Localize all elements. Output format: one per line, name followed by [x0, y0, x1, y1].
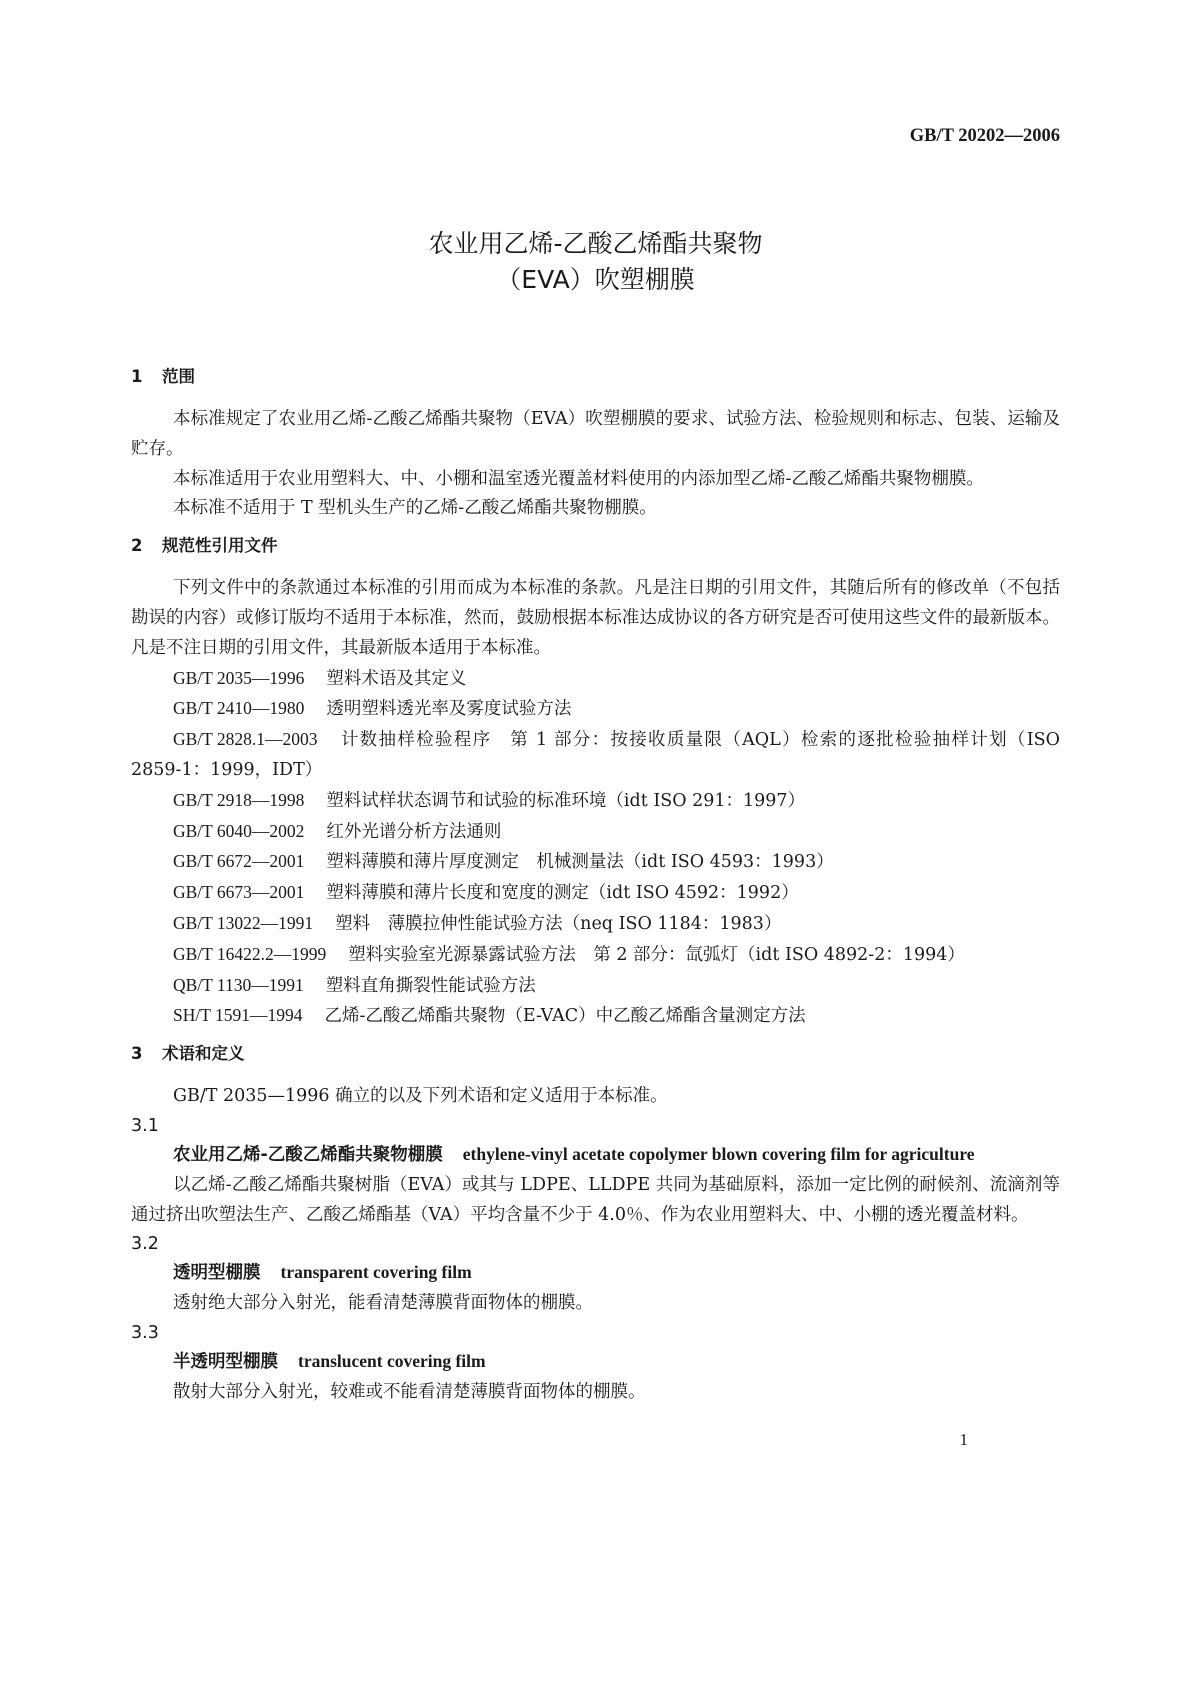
- term-definition: 散射大部分入射光，较难或不能看清楚薄膜背面物体的棚膜。: [173, 1381, 646, 1402]
- document-body: [131, 363, 1060, 1408]
- section-number: 3: [131, 1044, 143, 1064]
- reference-code: GB/T 6672—2001: [173, 851, 305, 872]
- reference-item: [131, 817, 1060, 848]
- reference-title: 塑料试样状态调节和试验的标准环境（idt ISO 291：1997）: [326, 790, 806, 811]
- reference-code: GB/T 6673—2001: [173, 882, 305, 903]
- section-number: 2: [131, 536, 143, 556]
- section-number: 1: [131, 367, 143, 386]
- clause-number: 3.2: [131, 1234, 159, 1255]
- reference-title: 红外光谱分析方法通则: [326, 821, 502, 842]
- section-heading-scope: [131, 363, 1060, 391]
- reference-item: [131, 1001, 1060, 1032]
- term-definition: 透射绝大部分入射光，能看清楚薄膜背面物体的棚膜。: [173, 1293, 593, 1314]
- reference-item: [131, 847, 1060, 878]
- section-heading-normative-references: [131, 532, 1060, 560]
- paragraph: 下列文件中的条款通过本标准的引用而成为本标准的条款。凡是注日期的引用文件，其随后所有的修改单（不包括勘误的内容）或修订版均不适用于本标准，然而，鼓励根据本标准达成协议的各方研究是否可使用这些文件的最新版本。凡是不注日期的引用文件，其最新版本适用于本标准。: [131, 578, 1060, 658]
- reference-code: GB/T 2035—1996: [173, 667, 305, 688]
- reference-title: 塑料直角撕裂性能试验方法: [325, 975, 536, 996]
- reference-code: GB/T 16422.2—1999: [173, 943, 327, 964]
- term-en: ethylene-vinyl acetate copolymer blown covering film for agriculture: [462, 1143, 975, 1164]
- paragraph: 本标准不适用于 T 型机头生产的乙烯-乙酸乙烯酯共聚物棚膜。: [173, 498, 657, 519]
- term-heading: [131, 1347, 1060, 1378]
- reference-title: 塑料薄膜和薄片厚度测定 机械测量法（idt ISO 4593：1993）: [326, 852, 834, 873]
- section-title: 规范性引用文件: [162, 536, 278, 556]
- reference-item: [131, 786, 1060, 817]
- reference-item: [131, 971, 1060, 1002]
- reference-title: 计数抽样检验程序 第 1 部分：按接收质量限（AQL）检索的逐批检验抽样计划（ISO 2859-1：1999，IDT）: [131, 730, 1060, 780]
- paragraph: 本标准适用于农业用塑料大、中、小棚和温室透光覆盖材料使用的内添加型乙烯-乙酸乙烯酯共聚物棚膜。: [173, 468, 984, 489]
- clause-number: 3.3: [131, 1322, 159, 1343]
- reference-code: GB/T 6040—2002: [173, 820, 305, 841]
- term-zh: 农业用乙烯-乙酸乙烯酯共聚物棚膜: [173, 1144, 443, 1165]
- reference-item: [131, 694, 1060, 725]
- term-zh: 半透明型棚膜: [173, 1351, 278, 1372]
- section-title: 术语和定义: [162, 1044, 245, 1064]
- reference-item: [131, 725, 1060, 786]
- title-line-2: （EVA）吹塑棚膜: [496, 265, 695, 294]
- reference-title: 塑料薄膜和薄片长度和宽度的测定（idt ISO 4592：1992）: [326, 883, 799, 904]
- page-number: 1: [959, 1430, 968, 1449]
- reference-title: 塑料实验室光源暴露试验方法 第 2 部分：氙弧灯（idt ISO 4892-2：1994）: [348, 944, 965, 965]
- reference-title: 塑料 薄膜拉伸性能试验方法（neq ISO 1184：1983）: [335, 913, 782, 934]
- clause-number: 3.1: [131, 1115, 159, 1136]
- reference-item: [131, 909, 1060, 940]
- section-title: 范围: [162, 367, 195, 386]
- title-line-1: 农业用乙烯-乙酸乙烯酯共聚物: [428, 229, 763, 258]
- reference-code: GB/T 2918—1998: [173, 789, 305, 810]
- reference-code: GB/T 13022—1991: [173, 912, 314, 933]
- document-title: [0, 226, 1191, 298]
- term-zh: 透明型棚膜: [173, 1263, 261, 1284]
- reference-code: GB/T 2410—1980: [173, 698, 305, 719]
- reference-code: GB/T 2828.1—2003: [173, 729, 318, 750]
- standard-code: GB/T 20202—2006: [909, 126, 1060, 146]
- term-heading: [131, 1140, 1060, 1171]
- paragraph: 本标准规定了农业用乙烯-乙酸乙烯酯共聚物（EVA）吹塑棚膜的要求、试验方法、检验规则和标志、包装、运输及贮存。: [131, 409, 1060, 459]
- reference-code: QB/T 1130—1991: [173, 974, 304, 995]
- reference-code: SH/T 1591—1994: [173, 1005, 303, 1026]
- reference-item: [131, 940, 1060, 971]
- reference-item: [131, 664, 1060, 695]
- term-definition: 以乙烯-乙酸乙烯酯共聚树脂（EVA）或其与 LDPE、LLDPE 共同为基础原料，添加一定比例的耐候剂、流滴剂等通过挤出吹塑法生产、乙酸乙烯酯基（VA）平均含量不少于 4.0％、作为农业用塑料大、中、小棚的透光覆盖材料。: [131, 1174, 1060, 1225]
- paragraph: GB/T 2035—1996 确立的以及下列术语和定义适用于本标准。: [173, 1086, 668, 1107]
- term-en: translucent covering film: [298, 1350, 486, 1371]
- reference-title: 透明塑料透光率及雾度试验方法: [326, 699, 572, 720]
- term-heading: [131, 1258, 1060, 1289]
- reference-item: [131, 878, 1060, 909]
- term-en: transparent covering film: [280, 1262, 472, 1283]
- reference-title: 塑料术语及其定义: [326, 668, 467, 689]
- section-heading-terms-definitions: [131, 1040, 1060, 1068]
- reference-title: 乙烯-乙酸乙烯酯共聚物（E-VAC）中乙酸乙烯酯含量测定方法: [324, 1006, 806, 1027]
